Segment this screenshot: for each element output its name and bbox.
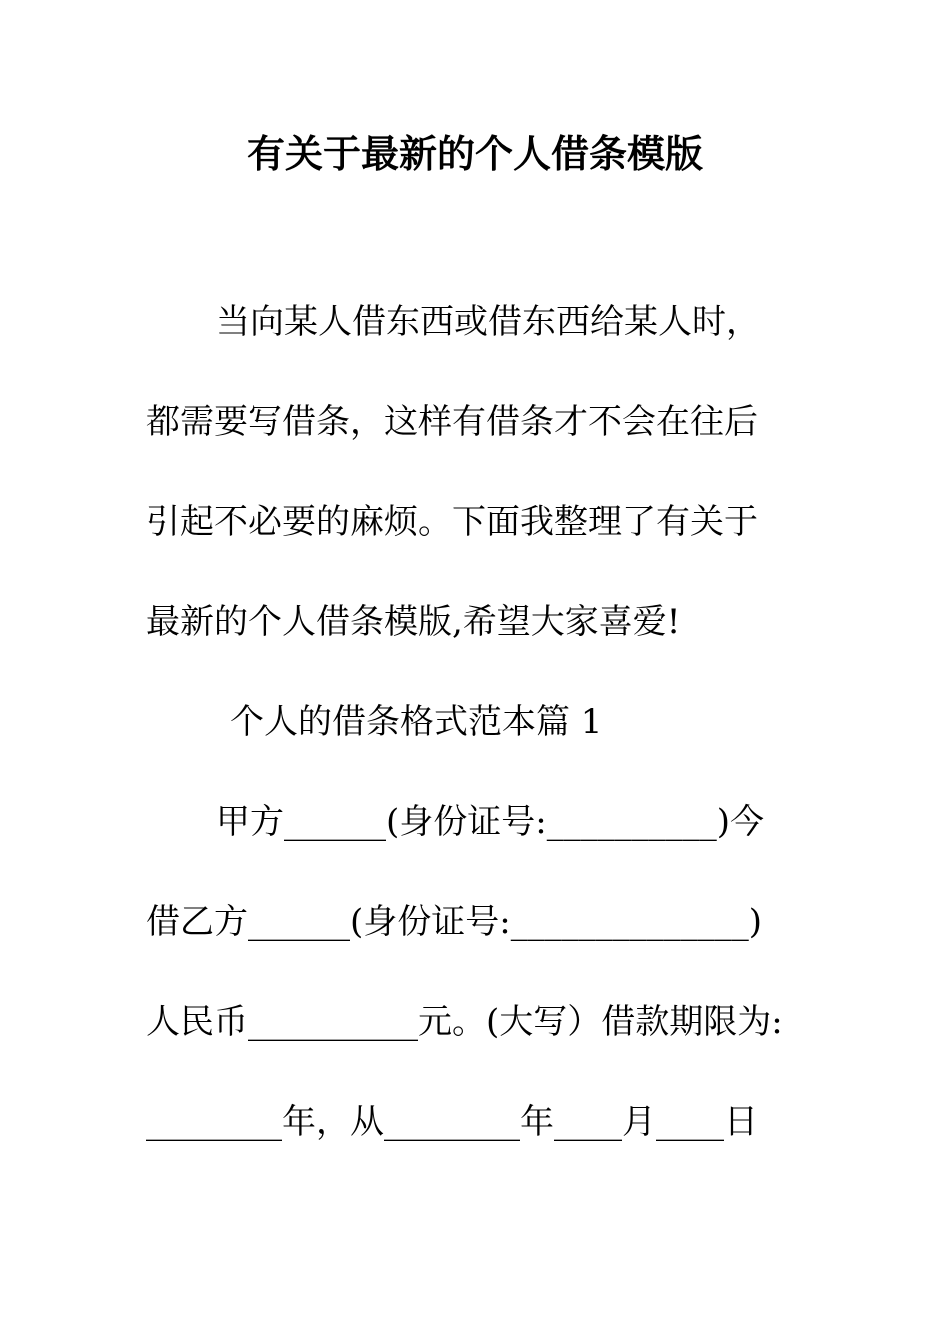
body-line-1: 甲方______(身份证号:__________)今 <box>216 802 764 842</box>
body-line-3: 人民币__________元。(大写）借款期限为: <box>146 1002 783 1042</box>
intro-line-4: 最新的个人借条模版,希望大家喜爱! <box>146 602 681 642</box>
document-title: 有关于最新的个人借条模版 <box>246 131 703 176</box>
intro-line-3: 引起不必要的麻烦。下面我整理了有关于 <box>146 502 758 542</box>
intro-line-2: 都需要写借条，这样有借条才不会在往后 <box>146 402 758 442</box>
body-line-2: 借乙方______(身份证号:______________) <box>146 902 762 942</box>
intro-line-1: 当向某人借东西或借东西给某人时， <box>216 302 760 342</box>
body-line-4: ________年，从________年____月____日 <box>146 1102 758 1142</box>
section-heading: 个人的借条格式范本篇 1 <box>230 702 603 742</box>
